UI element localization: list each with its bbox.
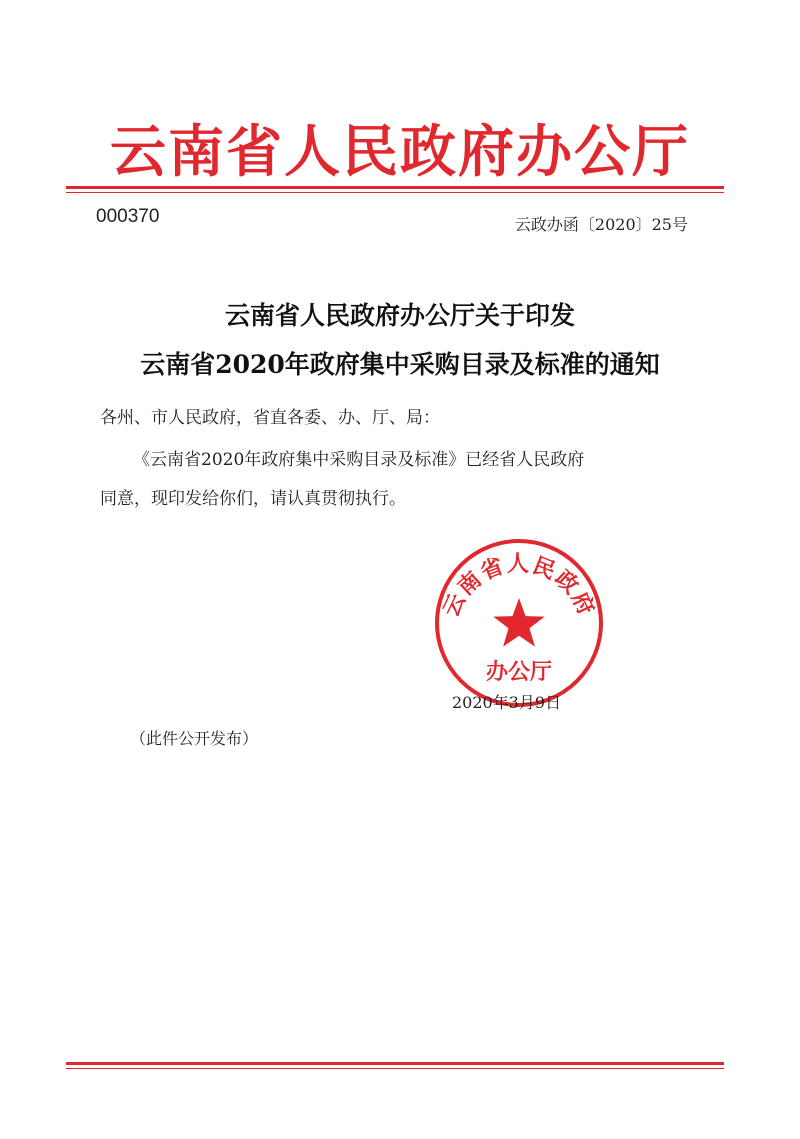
seal-star-icon (493, 598, 544, 647)
letterhead-rule-thick (66, 186, 724, 189)
addressee: 各州、市人民政府，省直各委、办、厅、局： (100, 408, 440, 428)
footer-rule-thick (66, 1062, 724, 1065)
seal-arc-text: 云南省人民政府 (438, 551, 600, 621)
document-number: 云政办函〔2020〕25号 (514, 215, 688, 234)
letterhead-issuer: 云南省人民政府办公厅 (110, 120, 690, 185)
document-title-line1: 云南省人民政府办公厅关于印发 (224, 301, 575, 330)
serial-number: 000370 (96, 206, 160, 227)
letterhead-rule-thin (66, 192, 724, 193)
issue-date: 2020年3月9日 (452, 693, 562, 712)
body-paragraph-line2: 同意，现印发给你们，请认真贯彻执行。 (100, 489, 406, 509)
disclosure-note: （此件公开发布） (130, 729, 259, 748)
document-title-line2: 云南省2020年政府集中采购目录及标准的通知 (140, 350, 660, 379)
footer-rule-thin (66, 1068, 724, 1069)
body-paragraph-line1: 《云南省2020年政府集中采购目录及标准》已经省人民政府 (133, 450, 585, 470)
seal-bottom-text: 办公厅 (485, 660, 553, 685)
official-seal (432, 536, 606, 710)
